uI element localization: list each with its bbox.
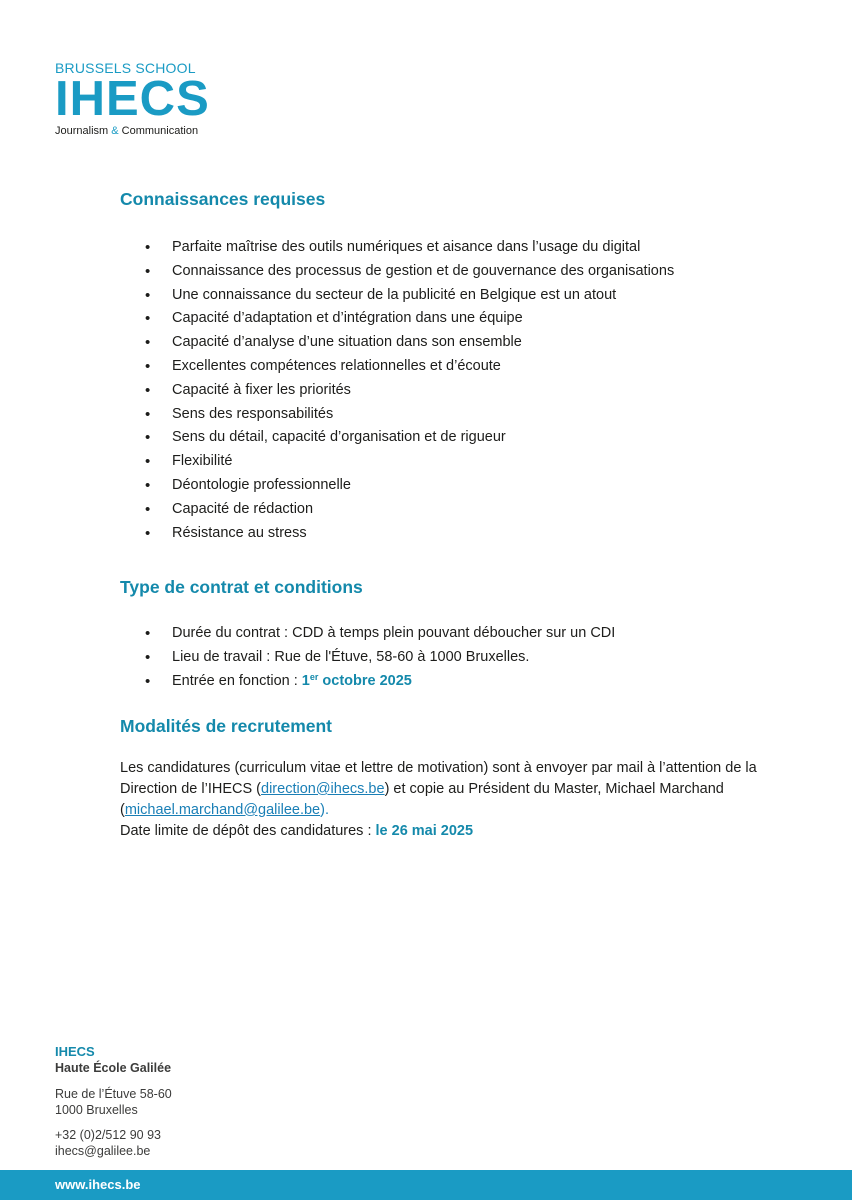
logo-school-text: BRUSSELS SCHOOL: [55, 60, 196, 76]
knowledge-item: • Connaissance des processus de gestion et de gouvernance des organisations: [120, 260, 770, 284]
knowledge-item: • Sens du détail, capacité d’organisation et de rigueur: [120, 426, 770, 450]
contract-duration: • Durée du contrat : CDD à temps plein pouvant déboucher sur un CDI: [120, 622, 770, 646]
deadline-label: Date limite de dépôt des candidatures :: [120, 822, 376, 839]
footer-school: Haute École Galilée: [55, 1061, 172, 1075]
knowledge-item: • Capacité d’analyse d’une situation dans son ensemble: [120, 331, 770, 355]
logo-name: IHECS: [55, 72, 210, 126]
document-body: [120, 187, 770, 842]
contract-location: • Lieu de travail : Rue de l'Étuve, 58-60 à 1000 Bruxelles.: [120, 646, 770, 670]
logo-tagline-amp: &: [111, 125, 119, 137]
marchand-email-link[interactable]: michael.marchand@galilee.be: [124, 801, 321, 818]
direction-email-link[interactable]: direction@ihecs.be: [261, 780, 385, 797]
ihecs-logo: [55, 60, 210, 138]
knowledge-list: [120, 236, 770, 545]
recruitment-text: [120, 758, 770, 821]
section-title-contract: Type de contrat et conditions: [120, 577, 363, 598]
knowledge-item: • Sens des responsabilités: [120, 403, 770, 427]
recruitment-text-2: ) et copie au Président du Master, Michael Marchand (: [120, 780, 724, 818]
knowledge-item: • Résistance au stress: [120, 522, 770, 546]
recruitment-text-3: ).: [320, 801, 329, 818]
contract-start: [120, 670, 770, 694]
section-title-recruitment: Modalités de recrutement: [120, 715, 332, 736]
footer-phone: +32 (0)2/512 90 93: [55, 1128, 161, 1142]
start-day-suffix: er: [309, 671, 319, 682]
deadline-line: [120, 821, 770, 842]
recruitment-text-1: Les candidatures (curriculum vitae et lettre de motivation) sont à envoyer par mail à l’attention de la Direction de l’IHECS (: [120, 759, 757, 797]
contract-start-date: [302, 673, 412, 689]
start-month-year: octobre 2025: [318, 672, 412, 689]
deadline-value: le 26 mai 2025: [375, 822, 474, 839]
footer-email: ihecs@galilee.be: [55, 1144, 151, 1158]
knowledge-item: • Flexibilité: [120, 450, 770, 474]
knowledge-item: • Capacité d’adaptation et d’intégration dans une équipe: [120, 307, 770, 331]
logo-tagline-part1: Journalism: [55, 125, 112, 137]
knowledge-item: • Capacité de rédaction: [120, 498, 770, 522]
knowledge-item: • Une connaissance du secteur de la publicité en Belgique est un atout: [120, 284, 770, 308]
knowledge-item: • Parfaite maîtrise des outils numériques et aisance dans l’usage du digital: [120, 236, 770, 260]
knowledge-item: • Déontologie professionnelle: [120, 474, 770, 498]
footer-org: IHECS: [55, 1044, 95, 1059]
footer-street: Rue de l’Étuve 58-60: [55, 1087, 172, 1101]
logo-tagline: [55, 124, 210, 138]
footer-website[interactable]: www.ihecs.be: [55, 1177, 141, 1192]
footer-address: [55, 1044, 172, 1159]
section-title-knowledge: Connaissances requises: [120, 189, 326, 209]
knowledge-item: • Capacité à fixer les priorités: [120, 379, 770, 403]
footer-city: 1000 Bruxelles: [55, 1103, 138, 1117]
start-day: 1: [301, 672, 310, 689]
footer-bar: [0, 1170, 852, 1200]
contract-list: [120, 622, 770, 693]
contract-start-label: Entrée en fonction :: [172, 672, 302, 689]
knowledge-item: • Excellentes compétences relationnelles et d’écoute: [120, 355, 770, 379]
logo-tagline-part2: Communication: [118, 125, 199, 137]
